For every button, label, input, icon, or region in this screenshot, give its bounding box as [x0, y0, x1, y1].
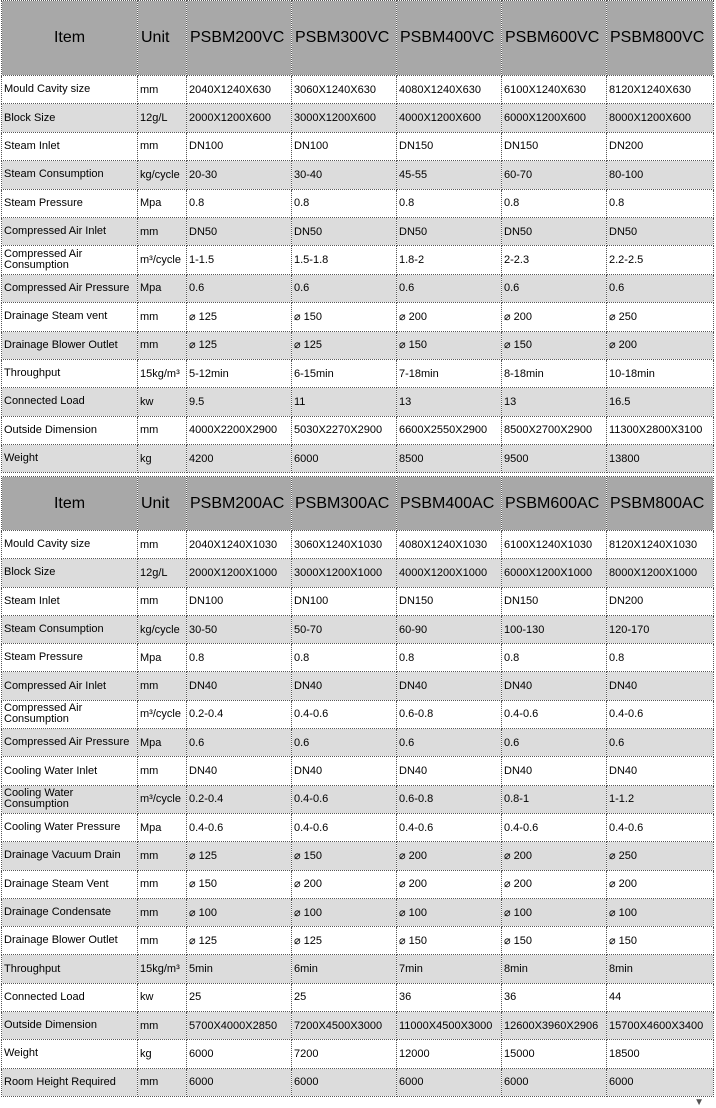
value-cell: 0.4-0.6 — [292, 785, 397, 813]
spec-table-ac — [1, 476, 714, 1097]
value-cell: 44 — [607, 983, 714, 1011]
header-model: PSBM200VC — [187, 1, 292, 76]
value-cell: 6100X1240X630 — [502, 76, 607, 104]
item-cell: Block Size — [2, 104, 138, 132]
item-cell: Connected Load — [2, 388, 138, 416]
value-cell: 36 — [397, 983, 502, 1011]
value-cell: 6000 — [397, 1068, 502, 1096]
value-cell: 0.8 — [397, 644, 502, 672]
table-row — [2, 359, 714, 387]
unit-cell: kg/cycle — [138, 615, 187, 643]
value-cell: 0.8 — [502, 189, 607, 217]
table-body — [2, 531, 714, 1097]
header-row — [2, 1, 714, 76]
value-cell: DN100 — [187, 587, 292, 615]
value-cell: ⌀ 125 — [187, 303, 292, 331]
table-row — [2, 870, 714, 898]
value-cell: 0.4-0.6 — [292, 700, 397, 728]
unit-cell: mm — [138, 416, 187, 444]
table-row — [2, 729, 714, 757]
value-cell: 6000 — [187, 1040, 292, 1068]
value-cell: 2000X1200X600 — [187, 104, 292, 132]
value-cell: 6min — [292, 955, 397, 983]
table-row — [2, 132, 714, 160]
item-cell: Drainage Vacuum Drain — [2, 842, 138, 870]
item-cell: Drainage Blower Outlet — [2, 331, 138, 359]
value-cell: DN40 — [292, 672, 397, 700]
table-row — [2, 161, 714, 189]
value-cell: 6000 — [607, 1068, 714, 1096]
item-cell: Steam Inlet — [2, 132, 138, 160]
value-cell: DN40 — [607, 672, 714, 700]
value-cell: 6000 — [502, 1068, 607, 1096]
value-cell: ⌀ 200 — [502, 870, 607, 898]
header-model: PSBM300VC — [292, 1, 397, 76]
value-cell: DN200 — [607, 587, 714, 615]
value-cell: DN150 — [502, 587, 607, 615]
value-cell: 20-30 — [187, 161, 292, 189]
value-cell: ⌀ 200 — [607, 870, 714, 898]
value-cell: 3000X1200X600 — [292, 104, 397, 132]
item-cell: Steam Pressure — [2, 644, 138, 672]
header-model: PSBM600AC — [502, 477, 607, 531]
value-cell: ⌀ 150 — [292, 303, 397, 331]
unit-cell: kg/cycle — [138, 161, 187, 189]
value-cell: ⌀ 125 — [187, 331, 292, 359]
unit-cell: kw — [138, 983, 187, 1011]
value-cell: 15000 — [502, 1040, 607, 1068]
table-row — [2, 1068, 714, 1096]
unit-cell: 15kg/m³ — [138, 359, 187, 387]
value-cell: 2040X1240X1030 — [187, 531, 292, 559]
value-cell: 1.8-2 — [397, 246, 502, 274]
value-cell: 0.2-0.4 — [187, 700, 292, 728]
value-cell: DN50 — [397, 217, 502, 245]
header-model: PSBM300AC — [292, 477, 397, 531]
item-cell: Compressed Air Inlet — [2, 217, 138, 245]
value-cell: 0.8 — [607, 189, 714, 217]
value-cell: 25 — [187, 983, 292, 1011]
item-cell: Room Height Required — [2, 1068, 138, 1096]
value-cell: 7min — [397, 955, 502, 983]
item-cell: Mould Cavity size — [2, 531, 138, 559]
value-cell: DN40 — [502, 672, 607, 700]
item-cell: Steam Consumption — [2, 615, 138, 643]
value-cell: DN150 — [502, 132, 607, 160]
value-cell: 8000X1200X1000 — [607, 559, 714, 587]
value-cell: 0.2-0.4 — [187, 785, 292, 813]
value-cell: 25 — [292, 983, 397, 1011]
value-cell: 6-15min — [292, 359, 397, 387]
value-cell: 5030X2270X2900 — [292, 416, 397, 444]
table-row — [2, 388, 714, 416]
value-cell: ⌀ 200 — [397, 870, 502, 898]
value-cell: 6000 — [292, 445, 397, 473]
table-header — [2, 1, 714, 76]
value-cell: 13800 — [607, 445, 714, 473]
value-cell: DN40 — [187, 672, 292, 700]
table-row — [2, 331, 714, 359]
value-cell: ⌀ 100 — [292, 898, 397, 926]
table-row — [2, 274, 714, 302]
item-cell: Drainage Steam Vent — [2, 870, 138, 898]
unit-cell: m³/cycle — [138, 700, 187, 728]
value-cell: 11000X4500X3000 — [397, 1012, 502, 1040]
value-cell: ⌀ 100 — [397, 898, 502, 926]
value-cell: 3060X1240X630 — [292, 76, 397, 104]
value-cell: 0.8 — [187, 644, 292, 672]
value-cell: DN40 — [502, 757, 607, 785]
unit-cell: 12g/L — [138, 104, 187, 132]
table-row — [2, 1012, 714, 1040]
value-cell: DN50 — [502, 217, 607, 245]
value-cell: DN100 — [292, 587, 397, 615]
item-cell: Throughput — [2, 955, 138, 983]
value-cell: 0.6 — [397, 729, 502, 757]
value-cell: 0.8-1 — [502, 785, 607, 813]
unit-cell: mm — [138, 898, 187, 926]
table-row — [2, 672, 714, 700]
unit-cell: mm — [138, 331, 187, 359]
value-cell: 9.5 — [187, 388, 292, 416]
value-cell: 2040X1240X630 — [187, 76, 292, 104]
unit-cell: Mpa — [138, 274, 187, 302]
value-cell: DN40 — [187, 757, 292, 785]
unit-cell: mm — [138, 217, 187, 245]
value-cell: 6000 — [292, 1068, 397, 1096]
value-cell: 7200X4500X3000 — [292, 1012, 397, 1040]
value-cell: 18500 — [607, 1040, 714, 1068]
value-cell: 36 — [502, 983, 607, 1011]
spec-table-vc — [1, 0, 714, 473]
value-cell: 8500X2700X2900 — [502, 416, 607, 444]
value-cell: 12600X3960X2906 — [502, 1012, 607, 1040]
item-cell: Steam Consumption — [2, 161, 138, 189]
table-row — [2, 587, 714, 615]
value-cell: 45-55 — [397, 161, 502, 189]
value-cell: ⌀ 250 — [607, 303, 714, 331]
value-cell: ⌀ 125 — [187, 842, 292, 870]
unit-cell: mm — [138, 672, 187, 700]
value-cell: 8-18min — [502, 359, 607, 387]
item-cell: Throughput — [2, 359, 138, 387]
unit-cell: mm — [138, 531, 187, 559]
value-cell: DN40 — [397, 757, 502, 785]
table-row — [2, 189, 714, 217]
unit-cell: mm — [138, 587, 187, 615]
value-cell: DN50 — [607, 217, 714, 245]
unit-cell: mm — [138, 842, 187, 870]
table-row — [2, 531, 714, 559]
unit-cell: Mpa — [138, 644, 187, 672]
value-cell: ⌀ 125 — [292, 331, 397, 359]
item-cell: Drainage Blower Outlet — [2, 927, 138, 955]
table-row — [2, 445, 714, 473]
value-cell: 4200 — [187, 445, 292, 473]
table-row — [2, 955, 714, 983]
value-cell: 0.4-0.6 — [187, 813, 292, 841]
table-row — [2, 559, 714, 587]
value-cell: ⌀ 150 — [397, 927, 502, 955]
value-cell: 30-50 — [187, 615, 292, 643]
table-row — [2, 303, 714, 331]
item-cell: Connected Load — [2, 983, 138, 1011]
item-cell: Compressed Air Consumption — [2, 700, 138, 728]
value-cell: ⌀ 100 — [502, 898, 607, 926]
value-cell: ⌀ 200 — [292, 870, 397, 898]
value-cell: 8min — [502, 955, 607, 983]
header-row — [2, 477, 714, 531]
value-cell: 8min — [607, 955, 714, 983]
value-cell: ⌀ 200 — [397, 303, 502, 331]
item-cell: Cooling Water Inlet — [2, 757, 138, 785]
value-cell: 0.6 — [292, 729, 397, 757]
unit-cell: Mpa — [138, 813, 187, 841]
unit-cell: 12g/L — [138, 559, 187, 587]
value-cell: 8120X1240X630 — [607, 76, 714, 104]
value-cell: 0.4-0.6 — [607, 813, 714, 841]
value-cell: 0.4-0.6 — [502, 813, 607, 841]
unit-cell: m³/cycle — [138, 246, 187, 274]
value-cell: ⌀ 200 — [397, 842, 502, 870]
value-cell: 15700X4600X3400 — [607, 1012, 714, 1040]
value-cell: ⌀ 200 — [502, 303, 607, 331]
value-cell: 13 — [502, 388, 607, 416]
value-cell: 0.6 — [502, 729, 607, 757]
header-model: PSBM400AC — [397, 477, 502, 531]
value-cell: 4080X1240X1030 — [397, 531, 502, 559]
value-cell: 7200 — [292, 1040, 397, 1068]
value-cell: 0.6-0.8 — [397, 785, 502, 813]
value-cell: 0.6 — [607, 274, 714, 302]
table-row — [2, 76, 714, 104]
item-cell: Block Size — [2, 559, 138, 587]
value-cell: 50-70 — [292, 615, 397, 643]
value-cell: ⌀ 150 — [502, 331, 607, 359]
item-cell: Outside Dimension — [2, 416, 138, 444]
unit-cell: kg — [138, 1040, 187, 1068]
value-cell: 0.6 — [187, 729, 292, 757]
unit-cell: mm — [138, 870, 187, 898]
value-cell: 0.6 — [397, 274, 502, 302]
value-cell: 8120X1240X1030 — [607, 531, 714, 559]
item-cell: Compressed Air Consumption — [2, 246, 138, 274]
value-cell: 0.4-0.6 — [607, 700, 714, 728]
unit-cell: mm — [138, 757, 187, 785]
value-cell: 5-12min — [187, 359, 292, 387]
header-unit: Unit — [138, 477, 187, 531]
table-row — [2, 785, 714, 813]
value-cell: 7-18min — [397, 359, 502, 387]
value-cell: 80-100 — [607, 161, 714, 189]
item-cell: Compressed Air Pressure — [2, 729, 138, 757]
value-cell: 4000X1200X600 — [397, 104, 502, 132]
value-cell: 0.8 — [187, 189, 292, 217]
value-cell: 4000X1200X1000 — [397, 559, 502, 587]
item-cell: Weight — [2, 1040, 138, 1068]
value-cell: 0.4-0.6 — [502, 700, 607, 728]
value-cell: 16.5 — [607, 388, 714, 416]
value-cell: DN40 — [397, 672, 502, 700]
value-cell: 2.2-2.5 — [607, 246, 714, 274]
table-row — [2, 416, 714, 444]
header-model: PSBM400VC — [397, 1, 502, 76]
item-cell: Weight — [2, 445, 138, 473]
table-row — [2, 615, 714, 643]
value-cell: 8000X1200X600 — [607, 104, 714, 132]
header-model: PSBM800VC — [607, 1, 714, 76]
value-cell: 4000X2200X2900 — [187, 416, 292, 444]
value-cell: 0.6 — [292, 274, 397, 302]
unit-cell: mm — [138, 303, 187, 331]
value-cell: 4080X1240X630 — [397, 76, 502, 104]
value-cell: DN50 — [292, 217, 397, 245]
item-cell: Compressed Air Inlet — [2, 672, 138, 700]
value-cell: 6000 — [187, 1068, 292, 1096]
value-cell: ⌀ 150 — [607, 927, 714, 955]
value-cell: 5min — [187, 955, 292, 983]
value-cell: 120-170 — [607, 615, 714, 643]
page-corner-mark: ▼ — [694, 1097, 704, 1108]
value-cell: 6000X1200X1000 — [502, 559, 607, 587]
table-row — [2, 927, 714, 955]
item-cell: Cooling Water Pressure — [2, 813, 138, 841]
value-cell: 0.4-0.6 — [292, 813, 397, 841]
item-cell: Compressed Air Pressure — [2, 274, 138, 302]
value-cell: 11300X2800X3100 — [607, 416, 714, 444]
value-cell: 0.6 — [607, 729, 714, 757]
table-row — [2, 1040, 714, 1068]
value-cell: 2000X1200X1000 — [187, 559, 292, 587]
value-cell: 6600X2550X2900 — [397, 416, 502, 444]
unit-cell: kw — [138, 388, 187, 416]
unit-cell: mm — [138, 76, 187, 104]
unit-cell: 15kg/m³ — [138, 955, 187, 983]
item-cell: Cooling Water Consumption — [2, 785, 138, 813]
table-row — [2, 983, 714, 1011]
value-cell: DN50 — [187, 217, 292, 245]
value-cell: 1-1.5 — [187, 246, 292, 274]
value-cell: 6000X1200X600 — [502, 104, 607, 132]
value-cell: 0.8 — [292, 189, 397, 217]
value-cell: DN40 — [292, 757, 397, 785]
unit-cell: mm — [138, 1068, 187, 1096]
table-row — [2, 644, 714, 672]
item-cell: Drainage Steam vent — [2, 303, 138, 331]
table-row — [2, 813, 714, 841]
header-unit: Unit — [138, 1, 187, 76]
value-cell: DN150 — [397, 132, 502, 160]
table-row — [2, 700, 714, 728]
table-row — [2, 757, 714, 785]
value-cell: 9500 — [502, 445, 607, 473]
value-cell: 0.8 — [397, 189, 502, 217]
unit-cell: kg — [138, 445, 187, 473]
value-cell: DN150 — [397, 587, 502, 615]
value-cell: 0.6-0.8 — [397, 700, 502, 728]
item-cell: Outside Dimension — [2, 1012, 138, 1040]
header-item: Item — [2, 477, 138, 531]
value-cell: ⌀ 100 — [187, 898, 292, 926]
value-cell: ⌀ 250 — [607, 842, 714, 870]
table-row — [2, 217, 714, 245]
unit-cell: mm — [138, 1012, 187, 1040]
unit-cell: Mpa — [138, 189, 187, 217]
item-cell: Steam Inlet — [2, 587, 138, 615]
header-model: PSBM800AC — [607, 477, 714, 531]
value-cell: DN100 — [187, 132, 292, 160]
unit-cell: m³/cycle — [138, 785, 187, 813]
table-row — [2, 898, 714, 926]
table-body — [2, 76, 714, 473]
value-cell: ⌀ 125 — [292, 927, 397, 955]
table-header — [2, 477, 714, 531]
value-cell: 3000X1200X1000 — [292, 559, 397, 587]
value-cell: ⌀ 150 — [292, 842, 397, 870]
table-row — [2, 104, 714, 132]
value-cell: ⌀ 200 — [502, 842, 607, 870]
value-cell: 10-18min — [607, 359, 714, 387]
value-cell: ⌀ 100 — [607, 898, 714, 926]
value-cell: 100-130 — [502, 615, 607, 643]
item-cell: Mould Cavity size — [2, 76, 138, 104]
value-cell: 0.8 — [292, 644, 397, 672]
value-cell: ⌀ 150 — [187, 870, 292, 898]
unit-cell: Mpa — [138, 729, 187, 757]
value-cell: 0.4-0.6 — [397, 813, 502, 841]
value-cell: 12000 — [397, 1040, 502, 1068]
value-cell: DN200 — [607, 132, 714, 160]
value-cell: 60-90 — [397, 615, 502, 643]
value-cell: ⌀ 150 — [502, 927, 607, 955]
item-cell: Steam Pressure — [2, 189, 138, 217]
value-cell: 13 — [397, 388, 502, 416]
header-model: PSBM200AC — [187, 477, 292, 531]
value-cell: 11 — [292, 388, 397, 416]
header-model: PSBM600VC — [502, 1, 607, 76]
value-cell: 3060X1240X1030 — [292, 531, 397, 559]
value-cell: ⌀ 125 — [187, 927, 292, 955]
value-cell: 5700X4000X2850 — [187, 1012, 292, 1040]
table-row — [2, 246, 714, 274]
value-cell: 0.8 — [607, 644, 714, 672]
value-cell: 1.5-1.8 — [292, 246, 397, 274]
unit-cell: mm — [138, 927, 187, 955]
value-cell: 60-70 — [502, 161, 607, 189]
value-cell: 1-1.2 — [607, 785, 714, 813]
value-cell: 0.8 — [502, 644, 607, 672]
header-item: Item — [2, 1, 138, 76]
value-cell: 30-40 — [292, 161, 397, 189]
value-cell: 0.6 — [502, 274, 607, 302]
value-cell: 8500 — [397, 445, 502, 473]
unit-cell: mm — [138, 132, 187, 160]
value-cell: ⌀ 200 — [607, 331, 714, 359]
value-cell: DN100 — [292, 132, 397, 160]
value-cell: 2-2.3 — [502, 246, 607, 274]
item-cell: Drainage Condensate — [2, 898, 138, 926]
value-cell: ⌀ 150 — [397, 331, 502, 359]
value-cell: DN40 — [607, 757, 714, 785]
table-row — [2, 842, 714, 870]
value-cell: 6100X1240X1030 — [502, 531, 607, 559]
value-cell: 0.6 — [187, 274, 292, 302]
